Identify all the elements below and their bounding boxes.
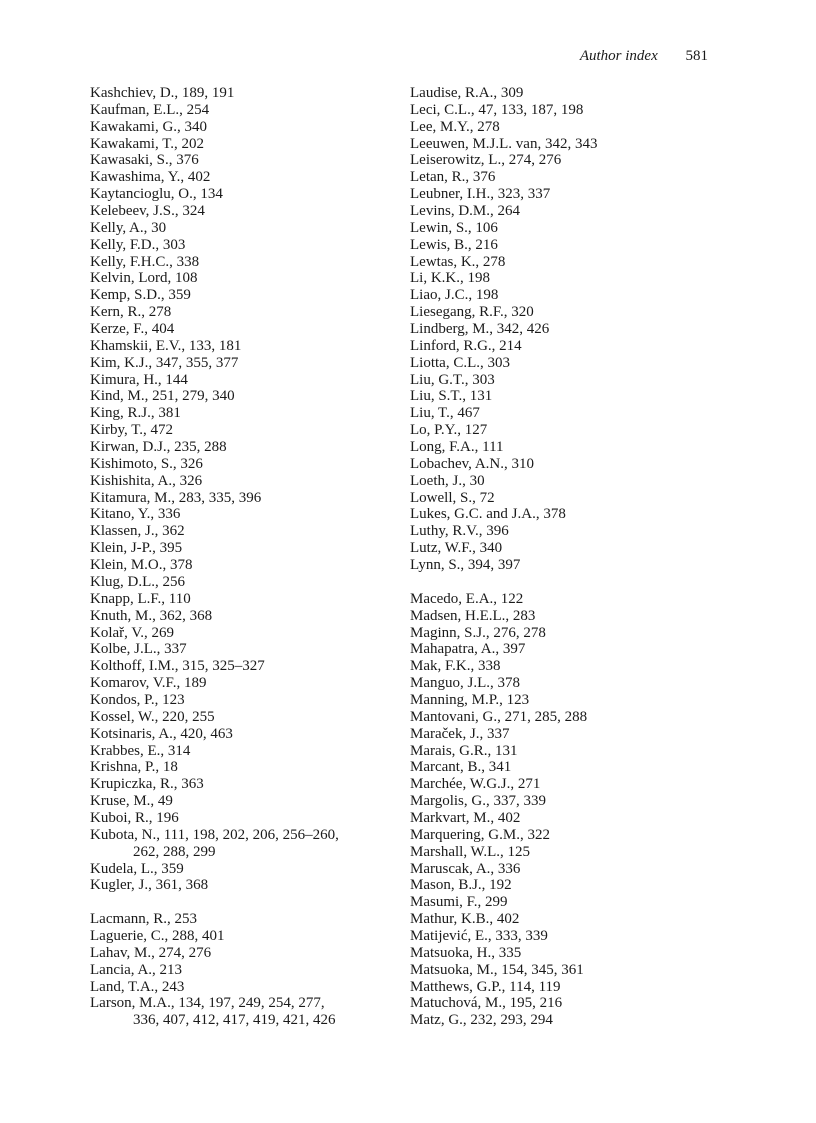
page-number: 581 — [685, 48, 708, 64]
index-entry — [410, 625, 730, 642]
index-entry — [90, 675, 390, 692]
index-entry-text: Kind, M., 251, 279, 340 — [90, 388, 235, 405]
index-entry — [90, 877, 390, 894]
index-entry-text: Kashchiev, D., 189, 191 — [90, 85, 235, 101]
index-entry-text: Lowell, S., 72 — [410, 489, 495, 506]
index-entry — [410, 372, 730, 389]
index-entry — [90, 270, 390, 287]
index-entry — [410, 658, 730, 675]
index-entry — [410, 456, 730, 473]
index-entry-text: Klein, J-P., 395 — [90, 540, 183, 557]
index-entry-text: Kolař, V., 269 — [90, 624, 175, 641]
index-entry — [410, 136, 730, 153]
index-entry-text: Lobachev, A.N., 310 — [410, 455, 534, 472]
index-entry — [90, 169, 390, 186]
index-entry-text: Kim, K.J., 347, 355, 377 — [90, 354, 239, 371]
index-entry — [410, 422, 730, 439]
index-entry — [410, 608, 730, 625]
index-entry-text: Linford, R.G., 214 — [410, 337, 522, 354]
index-entry — [410, 540, 730, 557]
index-entry — [410, 169, 730, 186]
index-entry — [410, 254, 730, 271]
index-entry — [90, 979, 390, 996]
index-entry-text: Mason, B.J., 192 — [410, 877, 512, 894]
index-entry — [90, 709, 390, 726]
index-entry — [410, 861, 730, 878]
index-entry-text: Kelebeev, J.S., 324 — [90, 203, 205, 220]
index-entry-text: Klug, D.L., 256 — [90, 573, 185, 590]
index-entry-text: Kondos, P., 123 — [90, 691, 185, 708]
index-entry-text: Leci, C.L., 47, 133, 187, 198 — [410, 101, 584, 118]
index-entry-text: Margolis, G., 337, 339 — [410, 793, 546, 810]
index-entry-text: Krabbes, E., 314 — [90, 742, 191, 759]
index-entry — [410, 490, 730, 507]
index-entry — [410, 405, 730, 422]
index-entry-text: Masumi, F., 299 — [410, 894, 508, 911]
index-entry-text: Komarov, V.F., 189 — [90, 675, 207, 692]
index-entry — [90, 743, 390, 760]
index-entry — [410, 338, 730, 355]
index-entry — [90, 136, 390, 153]
index-entry — [90, 608, 390, 625]
index-entry-text: Kimura, H., 144 — [90, 371, 188, 388]
index-entry-text: Liesegang, R.F., 320 — [410, 304, 534, 321]
running-title: Author index — [579, 48, 658, 64]
index-entry-text: Marchée, W.G.J., 271 — [410, 776, 541, 793]
index-entry-text: Kerze, F., 404 — [90, 321, 175, 338]
index-entry — [410, 962, 730, 979]
index-entry — [410, 102, 730, 119]
index-entry-text: Laguerie, C., 288, 401 — [90, 927, 225, 944]
index-entry-text: Liao, J.C., 198 — [410, 287, 499, 304]
index-column-right — [410, 85, 730, 1029]
index-entry — [90, 540, 390, 557]
index-entry-text: Kotsinaris, A., 420, 463 — [90, 725, 233, 742]
index-entry — [410, 743, 730, 760]
index-entry — [90, 810, 390, 827]
index-entry — [90, 186, 390, 203]
index-entry-text: Maraček, J., 337 — [410, 725, 510, 742]
index-entry — [410, 911, 730, 928]
index-entry — [410, 945, 730, 962]
index-entry-text: Kern, R., 278 — [90, 304, 172, 321]
index-entry-text: Kirwan, D.J., 235, 288 — [90, 439, 227, 456]
index-entry — [90, 945, 390, 962]
index-entry-text: Lacmann, R., 253 — [90, 911, 198, 928]
index-entry — [90, 439, 390, 456]
index-entry-text: Liu, G.T., 303 — [410, 371, 495, 388]
index-entry-text: Kishimoto, S., 326 — [90, 455, 203, 472]
index-entry-text: Maruscak, A., 336 — [410, 860, 521, 877]
index-entry — [410, 776, 730, 793]
index-entry — [90, 119, 390, 136]
index-entry — [90, 237, 390, 254]
index-entry — [410, 591, 730, 608]
index-entry-text: Levins, D.M., 264 — [410, 203, 520, 220]
index-entry-text: Luthy, R.V., 396 — [410, 523, 509, 540]
index-entry — [90, 388, 390, 405]
index-entry — [410, 675, 730, 692]
index-entry — [410, 287, 730, 304]
index-entry — [410, 220, 730, 237]
index-entry-text: Kubota, N., 111, 198, 202, 206, 256–260, — [90, 826, 339, 843]
index-entry-text: Klein, M.O., 378 — [90, 557, 193, 574]
index-entry-text: Manguo, J.L., 378 — [410, 675, 520, 692]
index-entry — [410, 186, 730, 203]
index-entry — [90, 220, 390, 237]
index-entry-text: Kudela, L., 359 — [90, 860, 184, 877]
index-entry-text: Kuboi, R., 196 — [90, 809, 179, 826]
index-entry — [90, 726, 390, 743]
index-entry — [90, 995, 390, 1029]
index-entry — [410, 203, 730, 220]
index-entry — [410, 979, 730, 996]
index-entry — [410, 995, 730, 1012]
index-entry-text: Matijević, E., 333, 339 — [410, 927, 548, 944]
index-entry-text: Marais, G.R., 131 — [410, 742, 518, 759]
index-entry-text: Kruse, M., 49 — [90, 793, 173, 810]
index-entry — [90, 422, 390, 439]
index-entry — [410, 119, 730, 136]
index-entry-text: Lewtas, K., 278 — [410, 253, 506, 270]
index-entry-text: Leeuwen, M.J.L. van, 342, 343 — [410, 135, 598, 152]
index-entry-text: Macedo, E.A., 122 — [410, 590, 524, 607]
index-entry — [90, 405, 390, 422]
index-entry-text: Kossel, W., 220, 255 — [90, 708, 215, 725]
index-entry-text: Liu, T., 467 — [410, 405, 480, 422]
index-entry — [410, 85, 730, 102]
index-entry-text: Kitano, Y., 336 — [90, 506, 181, 523]
index-entry-text: Liu, S.T., 131 — [410, 388, 493, 405]
index-entry-text: Matuchová, M., 195, 216 — [410, 995, 563, 1012]
index-entry-text: Matthews, G.P., 114, 119 — [410, 978, 561, 995]
index-entry-text: Laudise, R.A., 309 — [410, 85, 524, 101]
index-entry-text: Krupiczka, R., 363 — [90, 776, 204, 793]
index-entry-text: Kawakami, T., 202 — [90, 135, 205, 152]
index-entry — [90, 557, 390, 574]
index-entry-text: Leubner, I.H., 323, 337 — [410, 186, 551, 203]
index-entry — [410, 726, 730, 743]
index-entry-text: Larson, M.A., 134, 197, 249, 254, 277, — [90, 995, 325, 1012]
index-entry — [90, 776, 390, 793]
index-entry-text: Matsuoka, M., 154, 345, 361 — [410, 961, 584, 978]
index-entry-text: Lynn, S., 394, 397 — [410, 557, 521, 574]
index-entry-text: Klassen, J., 362 — [90, 523, 185, 540]
index-entry — [410, 928, 730, 945]
index-entry — [410, 439, 730, 456]
index-entry — [90, 574, 390, 591]
index-entry — [90, 962, 390, 979]
index-entry — [90, 793, 390, 810]
index-entry — [90, 506, 390, 523]
index-entry-text: Kitamura, M., 283, 335, 396 — [90, 489, 262, 506]
index-entry — [90, 321, 390, 338]
index-entry — [410, 692, 730, 709]
index-entry — [90, 658, 390, 675]
index-entry-text: Kishishita, A., 326 — [90, 472, 203, 489]
index-entry — [90, 338, 390, 355]
index-entry — [90, 372, 390, 389]
index-entry — [90, 861, 390, 878]
index-entry-text: Kolbe, J.L., 337 — [90, 641, 187, 658]
index-entry — [410, 237, 730, 254]
index-entry-text: Matsuoka, H., 335 — [410, 944, 522, 961]
index-entry — [90, 456, 390, 473]
index-entry-text: Lo, P.Y., 127 — [410, 422, 488, 439]
index-entry — [410, 844, 730, 861]
index-entry — [410, 877, 730, 894]
index-entry — [410, 152, 730, 169]
index-entry-text: Kelly, F.D., 303 — [90, 236, 186, 253]
index-entry-text: Mathur, K.B., 402 — [410, 911, 520, 928]
index-entry — [90, 625, 390, 642]
index-entry — [410, 506, 730, 523]
index-entry-text: Lukes, G.C. and J.A., 378 — [410, 506, 566, 523]
index-entry-text: Maginn, S.J., 276, 278 — [410, 624, 546, 641]
index-entry — [90, 304, 390, 321]
index-entry-text: Letan, R., 376 — [410, 169, 496, 186]
index-entry — [90, 641, 390, 658]
index-entry — [410, 473, 730, 490]
index-entry-text: Kirby, T., 472 — [90, 422, 174, 439]
index-entry-text: Mantovani, G., 271, 285, 288 — [410, 708, 588, 725]
index-entry-text: Marcant, B., 341 — [410, 759, 512, 776]
index-entry — [90, 355, 390, 372]
index-entry-text: Krishna, P., 18 — [90, 759, 178, 776]
index-entry-text: Land, T.A., 243 — [90, 978, 185, 995]
index-entry — [410, 641, 730, 658]
index-entry-text: Lewin, S., 106 — [410, 219, 498, 236]
index-entry — [410, 827, 730, 844]
index-entry — [90, 928, 390, 945]
index-entry-text: Kaytancioglu, O., 134 — [90, 186, 223, 203]
index-entry-continuation: 336, 407, 412, 417, 419, 421, 426 — [133, 1012, 336, 1029]
index-entry-text: Kawakami, G., 340 — [90, 118, 208, 135]
index-entry — [410, 810, 730, 827]
index-entry-text: Loeth, J., 30 — [410, 472, 485, 489]
index-entry — [90, 523, 390, 540]
index-entry-text: Lutz, W.F., 340 — [410, 540, 503, 557]
index-entry-text: Liotta, C.L., 303 — [410, 354, 510, 371]
index-entry-continuation: 262, 288, 299 — [133, 843, 216, 860]
index-entry — [410, 709, 730, 726]
index-entry-text: Kaufman, E.L., 254 — [90, 101, 210, 118]
index-entry-text: Lahav, M., 274, 276 — [90, 944, 212, 961]
index-entry-text: Long, F.A., 111 — [410, 439, 504, 456]
index-entry — [90, 102, 390, 119]
index-entry — [90, 591, 390, 608]
index-entry-text: Li, K.K., 198 — [410, 270, 490, 287]
index-entry-text: Knuth, M., 362, 368 — [90, 607, 213, 624]
index-entry-text: Markvart, M., 402 — [410, 809, 521, 826]
index-entry-text: Matz, G., 232, 293, 294 — [410, 1012, 553, 1029]
index-entry — [410, 304, 730, 321]
index-column-left — [90, 85, 390, 1029]
index-entry-text: Lewis, B., 216 — [410, 236, 498, 253]
index-entry-text: Lindberg, M., 342, 426 — [410, 321, 550, 338]
index-entry — [410, 793, 730, 810]
index-entry — [90, 692, 390, 709]
index-entry-text: Kolthoff, I.M., 315, 325–327 — [90, 658, 265, 675]
index-entry — [410, 523, 730, 540]
index-entry — [410, 388, 730, 405]
index-entry — [90, 152, 390, 169]
index-entry-text: Marquering, G.M., 322 — [410, 826, 550, 843]
index-entry — [410, 894, 730, 911]
index-entry — [90, 490, 390, 507]
index-entry — [90, 473, 390, 490]
index-entry-text: Kelly, A., 30 — [90, 219, 167, 236]
index-entry — [90, 759, 390, 776]
index-entry — [410, 557, 730, 574]
index-entry-text: Mahapatra, A., 397 — [410, 641, 526, 658]
index-entry — [90, 254, 390, 271]
index-entry-text: Madsen, H.E.L., 283 — [410, 607, 536, 624]
index-entry-text: Kemp, S.D., 359 — [90, 287, 191, 304]
index-entry-text: Manning, M.P., 123 — [410, 691, 530, 708]
index-entry-text: Kelvin, Lord, 108 — [90, 270, 198, 287]
index-entry — [410, 759, 730, 776]
index-entry-text: Khamskii, E.V., 133, 181 — [90, 337, 242, 354]
index-entry — [90, 287, 390, 304]
index-entry — [90, 85, 390, 102]
index-entry-text: Mak, F.K., 338 — [410, 658, 501, 675]
index-entry — [410, 321, 730, 338]
index-entry-text: Lancia, A., 213 — [90, 961, 183, 978]
index-entry — [410, 1012, 730, 1029]
index-entry-text: Leiserowitz, L., 274, 276 — [410, 152, 562, 169]
index-entry-text: King, R.J., 381 — [90, 405, 181, 422]
index-entry — [90, 827, 390, 861]
index-entry-text: Marshall, W.L., 125 — [410, 843, 530, 860]
index-entry — [90, 203, 390, 220]
index-entry-text: Kelly, F.H.C., 338 — [90, 253, 200, 270]
index-entry-text: Kawashima, Y., 402 — [90, 169, 211, 186]
index-entry — [410, 270, 730, 287]
index-entry-text: Knapp, L.F., 110 — [90, 590, 191, 607]
running-header — [580, 47, 708, 65]
index-entry-text: Lee, M.Y., 278 — [410, 118, 500, 135]
index-entry-text: Kawasaki, S., 376 — [90, 152, 199, 169]
index-entry-text: Kugler, J., 361, 368 — [90, 877, 209, 894]
index-entry — [410, 355, 730, 372]
index-entry — [90, 911, 390, 928]
